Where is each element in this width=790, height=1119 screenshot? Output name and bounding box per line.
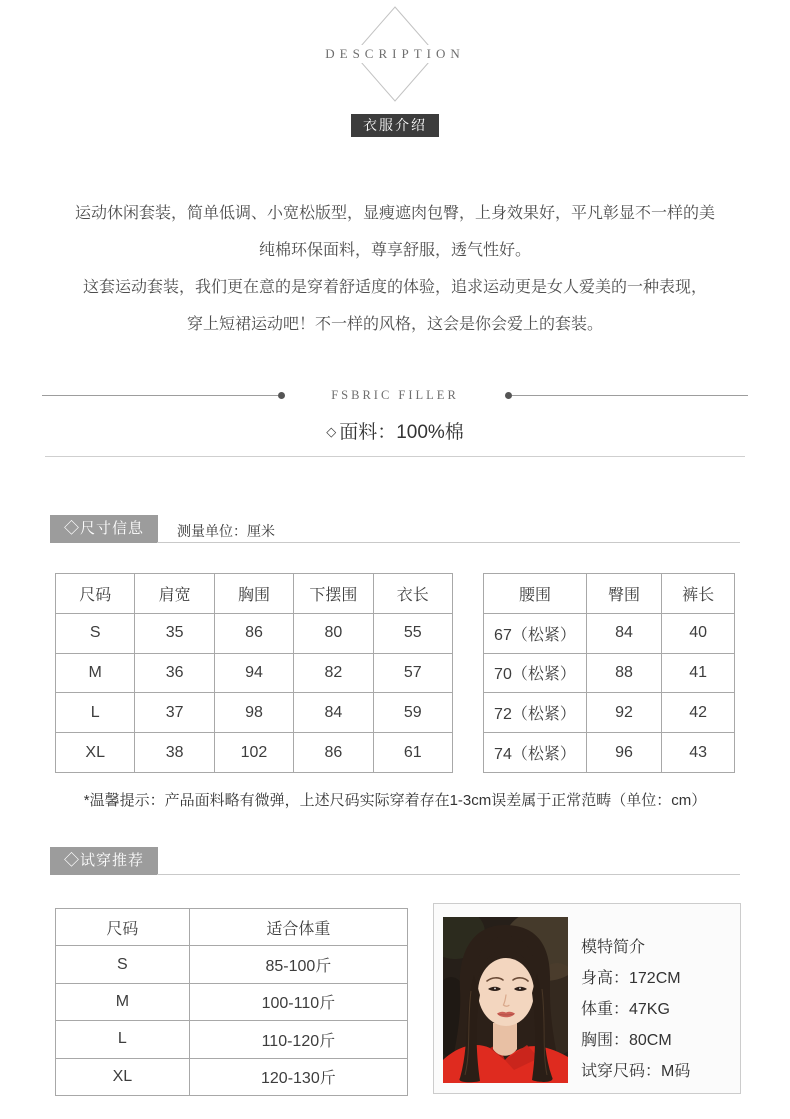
table-header-row [484,574,735,614]
table-cell: 86 [214,613,293,653]
fabric-section-label: FSBRIC FILLER [331,387,459,402]
table-cell: 92 [586,693,661,733]
table-row [484,613,735,653]
table-cell: 120-130斤 [189,1058,407,1095]
table-cell: 88 [586,653,661,693]
dot-icon [278,392,285,399]
model-info-list [581,963,690,1087]
intro-paragraph [0,195,790,343]
table-cell: M [56,653,135,693]
table-cell: 40 [662,613,735,653]
table-cell: 42 [662,693,735,733]
column-header: 胸围 [214,574,293,614]
text-line: 运动休闲套装，简单低调、小宽松版型，显瘦遮肉包臀，上身效果好，平凡彰显不一样的美 [74,205,715,222]
table-row [56,1021,408,1058]
table-cell: L [56,1021,190,1058]
weight-table [55,908,408,1096]
section-divider [45,456,745,457]
column-header: 尺码 [56,909,190,946]
bottoms-size-table [483,573,735,773]
column-header: 肩宽 [135,574,214,614]
table-cell: 85-100斤 [189,946,407,983]
table-cell: 98 [214,693,293,733]
table-row [56,693,453,733]
table-header-row [56,574,453,614]
model-info [581,932,690,1087]
table-row [56,653,453,693]
table-cell: 102 [214,733,293,773]
table-cell: 82 [294,653,373,693]
fabric-value-text: 面料：100%棉 [339,422,464,443]
table-row [56,733,453,773]
table-header-row [56,909,408,946]
table-cell: 36 [135,653,214,693]
table-cell: 55 [373,613,452,653]
table-cell: 70（松紧） [484,653,587,693]
garment-size-table [55,573,453,773]
text-line: 试穿尺码：M码 [581,1063,691,1080]
table-cell: 84 [294,693,373,733]
table-cell: 35 [135,613,214,653]
table-row [484,693,735,733]
description-header [0,6,790,106]
table-row [484,653,735,693]
column-header: 尺码 [56,574,135,614]
table-row [56,983,408,1020]
text-line: 穿上短裙运动吧！不一样的风格，这会是你会爱上的套装。 [186,316,603,333]
table-cell: 59 [373,693,452,733]
model-panel [433,903,741,1094]
text-line: 纯棉环保面料，尊享舒服，透气性好。 [258,242,531,259]
text-line: 身高：172CM [581,970,681,987]
text-line: 胸围：80CM [581,1032,672,1049]
table-cell: 37 [135,693,214,733]
table-cell: 96 [586,733,661,773]
table-cell: M [56,983,190,1020]
table-row [56,613,453,653]
table-cell: 100-110斤 [189,983,407,1020]
text-line: 体重：47KG [581,1001,670,1018]
fit-recommendation-badge: ◇试穿推荐 [50,847,158,875]
table-cell: 110-120斤 [189,1021,407,1058]
unit-note: 测量单位：厘米 [177,523,275,539]
size-info-badge: ◇尺寸信息 [50,515,158,543]
table-cell: S [56,946,190,983]
table-cell: 41 [662,653,735,693]
model-photo [443,917,568,1083]
table-cell: 84 [586,613,661,653]
table-cell: 67（松紧） [484,613,587,653]
fabric-value [0,417,790,444]
column-header: 适合体重 [189,909,407,946]
column-header: 臀围 [586,574,661,614]
table-cell: 38 [135,733,214,773]
diamond-icon: ◇ [326,424,337,439]
section-underline [157,874,740,875]
column-header: 裤长 [662,574,735,614]
table-cell: 86 [294,733,373,773]
table-cell: 72（松紧） [484,693,587,733]
column-header: 衣长 [373,574,452,614]
table-cell: XL [56,1058,190,1095]
size-tip: *温馨提示：产品面料略有微弹，上述尺码实际穿着存在1-3cm误差属于正常范畴（单位：cm） [83,792,707,809]
column-header: 下摆围 [294,574,373,614]
table-cell: S [56,613,135,653]
deco-line [42,395,278,396]
description-label: DESCRIPTION [320,45,470,63]
text-line: 这套运动套装，我们更在意的是穿着舒适度的体验，追求运动更是女人爱美的一种表现， [82,279,707,296]
table-cell: 57 [373,653,452,693]
table-cell: 43 [662,733,735,773]
table-row [484,733,735,773]
table-cell: 61 [373,733,452,773]
table-cell: 80 [294,613,373,653]
section-underline [157,542,740,543]
column-header: 腰围 [484,574,587,614]
table-cell: 74（松紧） [484,733,587,773]
table-cell: L [56,693,135,733]
fabric-section-header [0,388,790,402]
table-row [56,1058,408,1095]
dot-icon [505,392,512,399]
table-cell: 94 [214,653,293,693]
table-cell: XL [56,733,135,773]
table-row [56,946,408,983]
model-title: 模特简介 [581,939,646,956]
intro-badge: 衣服介绍 [351,114,439,137]
deco-line [512,395,748,396]
